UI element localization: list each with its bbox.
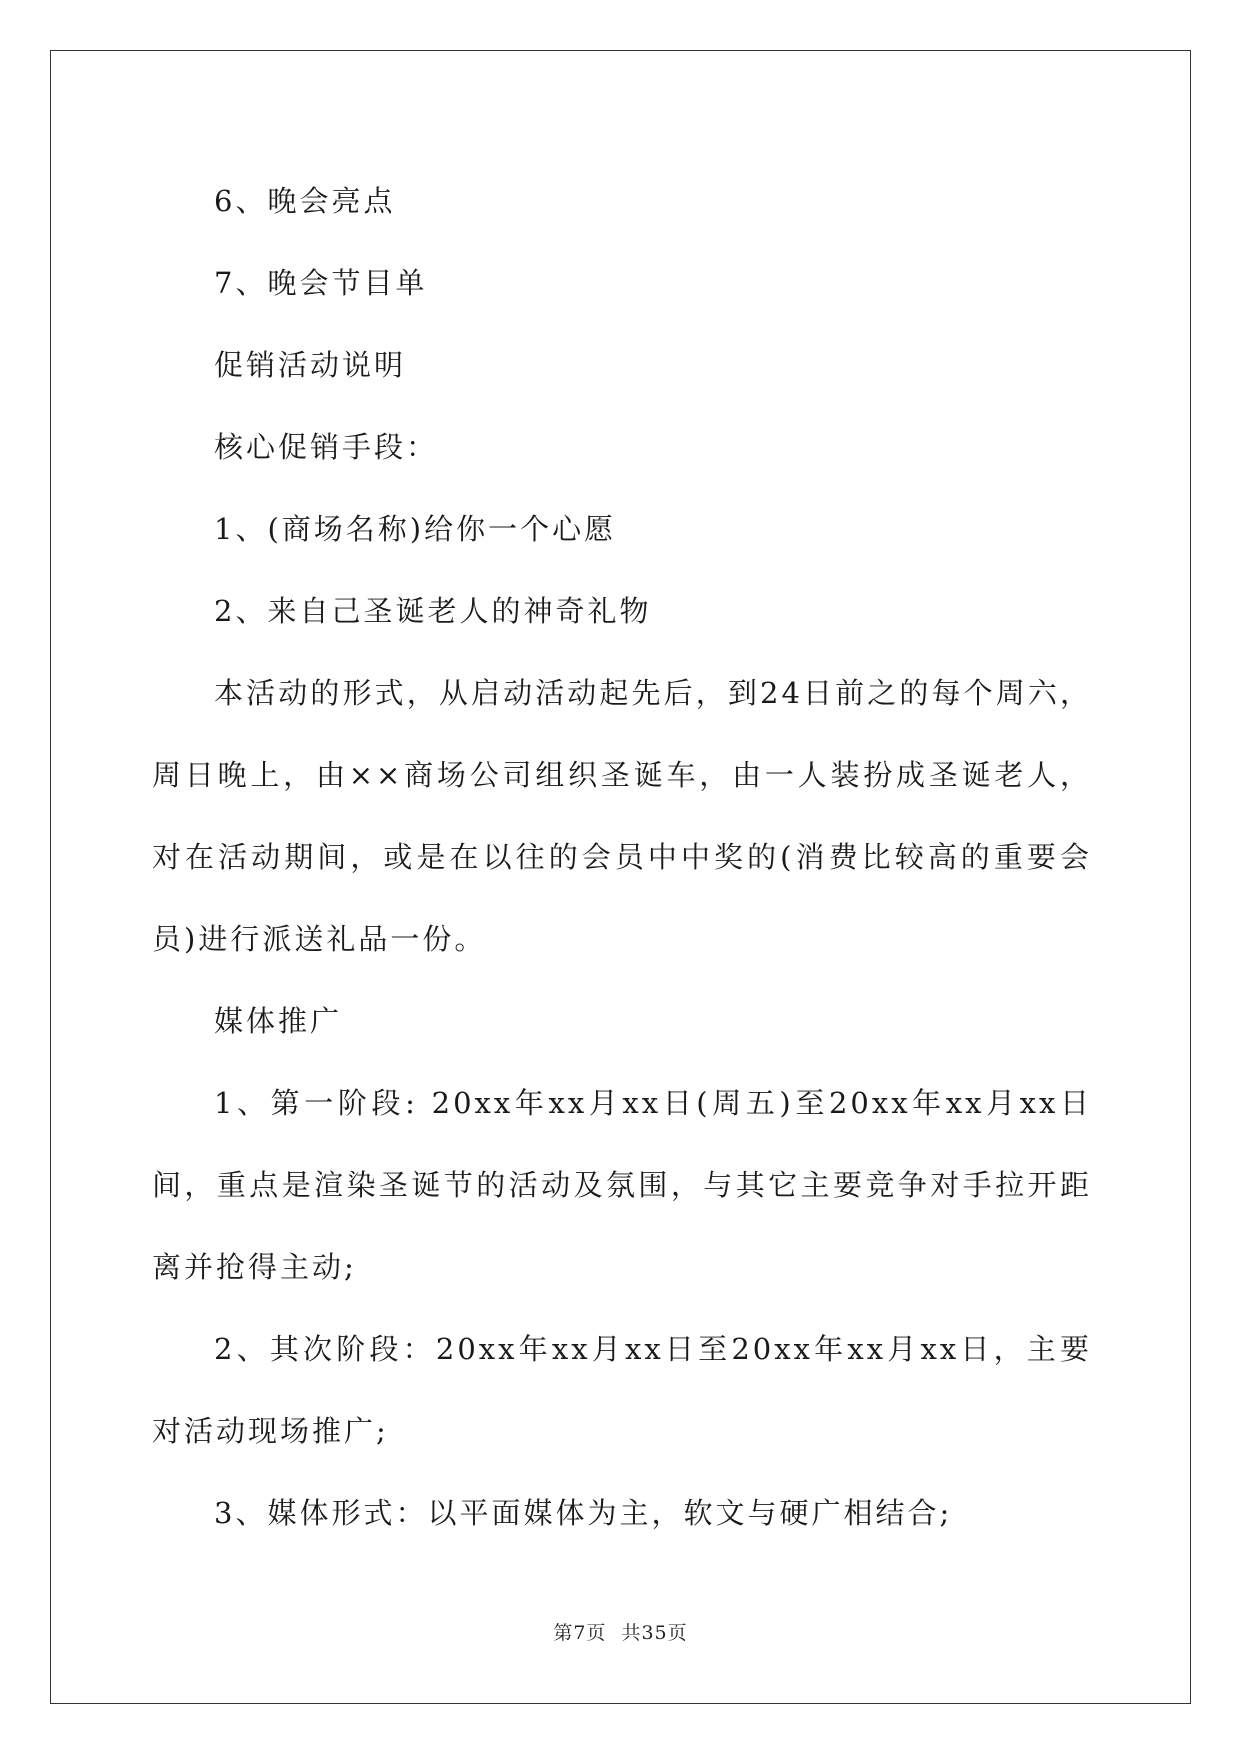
list-item-santa-gift: 2、来自己圣诞老人的神奇礼物 (214, 594, 652, 628)
page-total: 共35页 (621, 1622, 688, 1644)
paragraph-stage-two: 2、其次阶段：20xx年xx月xx日至20xx年xx月xx日，主要对活动现场推广; (152, 1332, 1092, 1448)
page-footer (0, 1618, 1241, 1645)
paragraph-media-format: 3、媒体形式：以平面媒体为主，软文与硬广相结合; (214, 1496, 953, 1530)
section-heading-promotion: 促销活动说明 (214, 348, 407, 382)
document-body (152, 160, 1092, 1554)
paragraph-activity-format: 本活动的形式，从启动活动起先后，到24日前之的每个周六，周日晚上，由××商场公司组织圣诞车，由一人装扮成圣诞老人，对在活动期间，或是在以往的会员中中奖的(消费比较高的重要会员)进行派送礼品一份。 (152, 676, 1092, 956)
page-number: 第7页 (553, 1622, 607, 1644)
subheading-core-promotion: 核心促销手段： (214, 430, 439, 464)
section-heading-media: 媒体推广 (214, 1004, 343, 1038)
paragraph-stage-one: 1、第一阶段: 20xx年xx月xx日(周五)至20xx年xx月xx日间，重点是渲染圣诞节的活动及氛围，与其它主要竞争对手拉开距离并抢得主动; (152, 1086, 1092, 1284)
list-item-program: 7、晚会节目单 (214, 266, 428, 300)
list-item-highlights: 6、晚会亮点 (214, 184, 396, 218)
list-item-wish: 1、(商场名称)给你一个心愿 (214, 512, 617, 546)
